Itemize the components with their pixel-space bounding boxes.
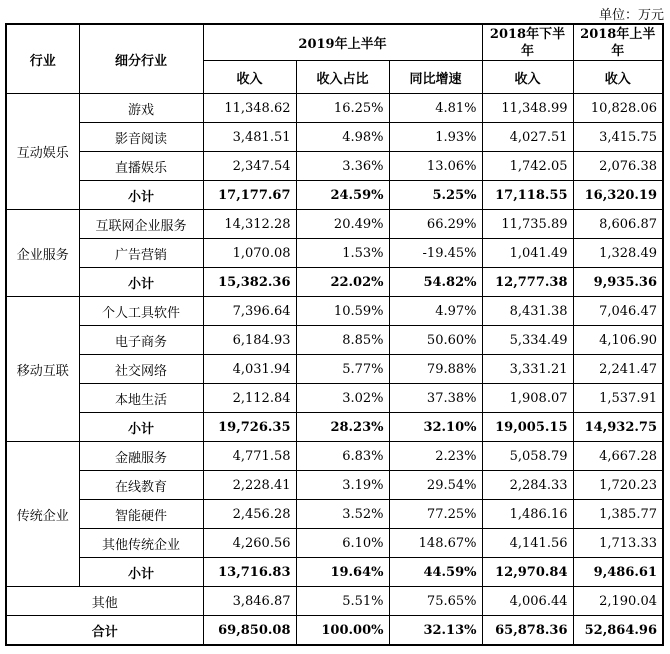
header-revenue-2018h2: 收入 — [482, 61, 573, 94]
yoy-cell: 148.67% — [389, 529, 482, 558]
rev2018h2-cell: 11,735.89 — [482, 210, 573, 239]
rev2019-cell: 2,347.54 — [203, 152, 296, 181]
share-cell: 100.00% — [296, 616, 389, 646]
subtotal-label: 小计 — [79, 268, 203, 297]
rev2019-cell: 15,382.36 — [203, 268, 296, 297]
yoy-cell: 79.88% — [389, 355, 482, 384]
table-row — [6, 297, 663, 326]
share-cell: 3.36% — [296, 152, 389, 181]
rev2019-cell: 7,396.64 — [203, 297, 296, 326]
table-row — [6, 326, 663, 355]
rev2018h1-cell: 2,076.38 — [573, 152, 663, 181]
table-row — [6, 442, 663, 471]
share-cell: 5.77% — [296, 355, 389, 384]
header-period-2018h2: 2018年下半年 — [482, 24, 573, 61]
industry-cell: 互动娱乐 — [6, 94, 79, 210]
header-revenue-2019: 收入 — [203, 61, 296, 94]
share-cell: 10.59% — [296, 297, 389, 326]
rev2018h1-cell: 7,046.47 — [573, 297, 663, 326]
table-body — [6, 94, 663, 646]
rev2019-cell: 2,112.84 — [203, 384, 296, 413]
rev2018h2-cell: 11,348.99 — [482, 94, 573, 123]
subtotal-label: 小计 — [79, 413, 203, 442]
rev2018h1-cell: 9,486.61 — [573, 558, 663, 587]
subtotal-label: 小计 — [79, 558, 203, 587]
segment-cell: 个人工具软件 — [79, 297, 203, 326]
share-cell: 5.51% — [296, 587, 389, 616]
unit-label: 单位：万元 — [598, 8, 664, 23]
rev2019-cell: 6,184.93 — [203, 326, 296, 355]
rev2019-cell: 14,312.28 — [203, 210, 296, 239]
subtotal-row — [6, 413, 663, 442]
rev2018h1-cell: 52,864.96 — [573, 616, 663, 646]
share-cell: 4.98% — [296, 123, 389, 152]
share-cell: 6.10% — [296, 529, 389, 558]
rev2018h2-cell: 4,027.51 — [482, 123, 573, 152]
rev2018h1-cell: 1,537.91 — [573, 384, 663, 413]
rev2019-cell: 3,846.87 — [203, 587, 296, 616]
rev2018h1-cell: 16,320.19 — [573, 181, 663, 210]
share-cell: 3.52% — [296, 500, 389, 529]
yoy-cell: 32.13% — [389, 616, 482, 646]
header-period-2018h1: 2018年上半年 — [573, 24, 663, 61]
rev2019-cell: 17,177.67 — [203, 181, 296, 210]
rev2018h2-cell: 4,141.56 — [482, 529, 573, 558]
rev2018h2-cell: 12,777.38 — [482, 268, 573, 297]
rev2018h1-cell: 4,106.90 — [573, 326, 663, 355]
share-cell: 28.23% — [296, 413, 389, 442]
rev2018h2-cell: 5,058.79 — [482, 442, 573, 471]
rev2018h2-cell: 8,431.38 — [482, 297, 573, 326]
rev2019-cell: 2,456.28 — [203, 500, 296, 529]
share-cell: 8.85% — [296, 326, 389, 355]
header-period-2019h1: 2019年上半年 — [203, 24, 482, 61]
rev2018h1-cell: 8,606.87 — [573, 210, 663, 239]
share-cell: 20.49% — [296, 210, 389, 239]
rev2018h1-cell: 1,385.77 — [573, 500, 663, 529]
table-row — [6, 239, 663, 268]
rev2018h1-cell: 9,935.36 — [573, 268, 663, 297]
segment-cell: 游戏 — [79, 94, 203, 123]
segment-cell: 广告营销 — [79, 239, 203, 268]
segment-cell: 电子商务 — [79, 326, 203, 355]
total-label: 合计 — [6, 616, 203, 646]
header-yoy: 同比增速 — [389, 61, 482, 94]
subtotal-label: 小计 — [79, 181, 203, 210]
share-cell: 1.53% — [296, 239, 389, 268]
industry-cell: 移动互联 — [6, 297, 79, 442]
yoy-cell: 37.38% — [389, 384, 482, 413]
table-row — [6, 384, 663, 413]
segment-cell: 智能硬件 — [79, 500, 203, 529]
share-cell: 3.19% — [296, 471, 389, 500]
rev2018h2-cell: 3,331.21 — [482, 355, 573, 384]
rev2019-cell: 4,771.58 — [203, 442, 296, 471]
rev2018h1-cell: 1,720.23 — [573, 471, 663, 500]
yoy-cell: 4.97% — [389, 297, 482, 326]
yoy-cell: 2.23% — [389, 442, 482, 471]
rev2018h2-cell: 1,908.07 — [482, 384, 573, 413]
share-cell: 6.83% — [296, 442, 389, 471]
rev2018h2-cell: 4,006.44 — [482, 587, 573, 616]
segment-cell: 金融服务 — [79, 442, 203, 471]
table-row — [6, 500, 663, 529]
rev2018h2-cell: 17,118.55 — [482, 181, 573, 210]
rev2018h1-cell: 4,667.28 — [573, 442, 663, 471]
header-segment: 细分行业 — [79, 24, 203, 94]
rev2018h2-cell: 1,742.05 — [482, 152, 573, 181]
table-row — [6, 355, 663, 384]
rev2018h2-cell: 1,041.49 — [482, 239, 573, 268]
rev2019-cell: 3,481.51 — [203, 123, 296, 152]
subtotal-row — [6, 181, 663, 210]
rev2018h1-cell: 1,713.33 — [573, 529, 663, 558]
share-cell: 24.59% — [296, 181, 389, 210]
industry-cell: 传统企业 — [6, 442, 79, 587]
yoy-cell: 1.93% — [389, 123, 482, 152]
rev2019-cell: 69,850.08 — [203, 616, 296, 646]
share-cell: 16.25% — [296, 94, 389, 123]
yoy-cell: 29.54% — [389, 471, 482, 500]
rev2018h2-cell: 2,284.33 — [482, 471, 573, 500]
subtotal-row — [6, 268, 663, 297]
other-row — [6, 587, 663, 616]
rev2018h1-cell: 2,241.47 — [573, 355, 663, 384]
yoy-cell: -19.45% — [389, 239, 482, 268]
rev2018h1-cell: 2,190.04 — [573, 587, 663, 616]
yoy-cell: 50.60% — [389, 326, 482, 355]
segment-cell: 互联网企业服务 — [79, 210, 203, 239]
table-row — [6, 94, 663, 123]
rev2019-cell: 1,070.08 — [203, 239, 296, 268]
yoy-cell: 13.06% — [389, 152, 482, 181]
rev2018h2-cell: 19,005.15 — [482, 413, 573, 442]
rev2018h1-cell: 1,328.49 — [573, 239, 663, 268]
yoy-cell: 32.10% — [389, 413, 482, 442]
rev2018h2-cell: 65,878.36 — [482, 616, 573, 646]
header-revenue-2018h1: 收入 — [573, 61, 663, 94]
subtotal-row — [6, 558, 663, 587]
share-cell: 3.02% — [296, 384, 389, 413]
other-label: 其他 — [6, 587, 203, 616]
rev2019-cell: 4,260.56 — [203, 529, 296, 558]
table-row — [6, 210, 663, 239]
table-row — [6, 529, 663, 558]
rev2018h1-cell: 14,932.75 — [573, 413, 663, 442]
yoy-cell: 66.29% — [389, 210, 482, 239]
share-cell: 19.64% — [296, 558, 389, 587]
yoy-cell: 75.65% — [389, 587, 482, 616]
yoy-cell: 4.81% — [389, 94, 482, 123]
segment-cell: 直播娱乐 — [79, 152, 203, 181]
rev2019-cell: 2,228.41 — [203, 471, 296, 500]
rev2019-cell: 19,726.35 — [203, 413, 296, 442]
yoy-cell: 5.25% — [389, 181, 482, 210]
rev2018h2-cell: 5,334.49 — [482, 326, 573, 355]
table-row — [6, 471, 663, 500]
rev2019-cell: 13,716.83 — [203, 558, 296, 587]
revenue-table — [5, 23, 664, 646]
segment-cell: 影音阅读 — [79, 123, 203, 152]
rev2018h2-cell: 1,486.16 — [482, 500, 573, 529]
rev2018h1-cell: 10,828.06 — [573, 94, 663, 123]
rev2019-cell: 11,348.62 — [203, 94, 296, 123]
segment-cell: 其他传统企业 — [79, 529, 203, 558]
segment-cell: 本地生活 — [79, 384, 203, 413]
segment-cell: 在线教育 — [79, 471, 203, 500]
yoy-cell: 77.25% — [389, 500, 482, 529]
segment-cell: 社交网络 — [79, 355, 203, 384]
industry-cell: 企业服务 — [6, 210, 79, 297]
table-header — [6, 24, 663, 94]
rev2019-cell: 4,031.94 — [203, 355, 296, 384]
yoy-cell: 44.59% — [389, 558, 482, 587]
rev2018h2-cell: 12,970.84 — [482, 558, 573, 587]
yoy-cell: 54.82% — [389, 268, 482, 297]
header-share: 收入占比 — [296, 61, 389, 94]
total-row — [6, 616, 663, 646]
table-row — [6, 123, 663, 152]
share-cell: 22.02% — [296, 268, 389, 297]
table-row — [6, 152, 663, 181]
header-industry: 行业 — [6, 24, 79, 94]
rev2018h1-cell: 3,415.75 — [573, 123, 663, 152]
